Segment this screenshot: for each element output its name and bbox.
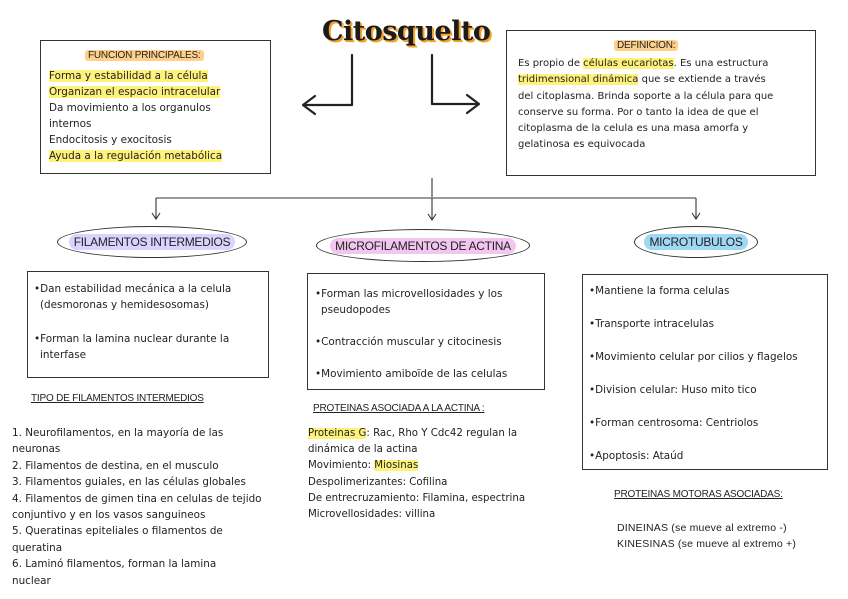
microfilamentos-node: MICROFILAMENTOS DE ACTINA [316,229,530,262]
motoras-list [617,520,796,552]
funcion-list [49,68,271,164]
filamentos-intermedios-node: FILAMENTOS INTERMEDIOS [57,226,247,258]
list-item: 4. Filamentos de gimen tina en celulas de tejido [12,492,262,505]
list-item: Despolimerizantes: Cofilina [308,476,448,488]
actina-proteins-list: Proteinas G: Rac, Rho Y Cdc42 regulan la dinámica de la actina Movimiento: Miosinas Despolimerizantes: Cofilina De entrecruzamiento: Filamina, espectrina Microvellosidades: villina [308,426,558,523]
motoras-heading: PROTEINAS MOTORAS ASOCIADAS: [614,489,783,500]
definicion-text: Es propio de células eucariotas. Es una estructura tridimensional dinámica que se extiende a través del citoplasma. Brinda soporte a la célula para que conserve su forma. Por o tanto la idea de que el citoplasma de la celula es una masa amorfa y gelatinosa es equivocada [518,58,774,151]
tipos-heading: TIPO DE FILAMENTOS INTERMEDIOS [31,393,204,404]
list-item: 3. Filamentos guiales, en las células globales [12,476,246,489]
filamentos-box [27,271,269,378]
funcion-box [40,40,271,174]
microfilamentos-bullets: •Forman las microvellosidades y los pseudopodes •Contracción muscular y citocinesis •Movimiento amiboïde de las celulas [315,286,545,382]
list-item: •Forman centrosoma: Centriolos [589,417,759,429]
list-item: conjuntivo y en los vasos sanguineos [12,509,206,522]
funcion-item: Ayuda a la regulación metabólica [49,150,223,162]
list-item: Movimiento: Miosinas [308,460,419,472]
list-item: •Movimiento amiboïde de las celulas [315,368,508,380]
definicion-box [506,30,816,176]
list-item: •Dan estabilidad mecánica a la celula [34,283,232,295]
actina-proteins-heading: PROTEINAS ASOCIADA A LA ACTINA : [313,403,485,414]
microtubulos-bullets [589,283,827,481]
tipos-list [12,425,292,589]
list-item: •Division celular: Huso mito tico [589,384,757,396]
list-item: Proteinas G: Rac, Rho Y Cdc42 regulan la [308,428,518,439]
list-item: DINEINAS (se mueve al extremo -) [617,522,787,534]
list-item: 2. Filamentos de destina, en el musculo [12,459,219,472]
list-item: •Transporte intracelulas [589,318,715,330]
list-item: •Apoptosis: Ataúd [589,450,684,462]
list-item: •Mantiene la forma celulas [589,285,730,297]
list-item: nuclear [12,574,51,587]
funcion-item: internos [49,118,92,130]
filamentos-bullets: •Dan estabilidad mecánica a la celula (desmoronas y hemidesosomas) •Forman la lamina nuclear durante la interfase [34,281,268,363]
list-item: De entrecruzamiento: Filamina, espectrina [308,492,526,504]
definicion-heading: DEFINICION: [614,40,678,51]
list-item: 5. Queratinas epiteliales o filamentos de [12,525,223,538]
list-item: Microvellosidades: villina [308,509,436,521]
funcion-heading: FUNCION PRINCIPALES: [85,50,204,61]
funcion-item: Da movimiento a los organulos [49,102,211,114]
microtubulos-box [582,274,828,470]
list-item: 1. Neurofilamentos, en la mayoría de las [12,427,224,439]
list-item: 6. Laminó filamentos, forman la lamina [12,558,217,571]
microtubulos-node: MICROTUBULOS [634,226,758,258]
microfilamentos-box [307,273,545,390]
list-item: neuronas [12,443,61,456]
funcion-item: Forma y estabilidad a la célula [49,70,208,82]
list-item: •Forman la lamina nuclear durante la [34,333,230,345]
list-item: KINESINAS (se mueve al extremo +) [617,538,797,550]
list-item: queratina [12,541,63,554]
list-item: •Movimiento celular por cilios y flagelos [589,351,798,363]
list-item: •Forman las microvellosidades y los [315,288,503,300]
funcion-item: Organizan el espacio intracelular [49,86,221,98]
funcion-item: Endocitosis y exocitosis [49,134,172,146]
page-title: Citosquelto [322,16,491,47]
list-item: •Contracción muscular y citocinesis [315,336,502,348]
